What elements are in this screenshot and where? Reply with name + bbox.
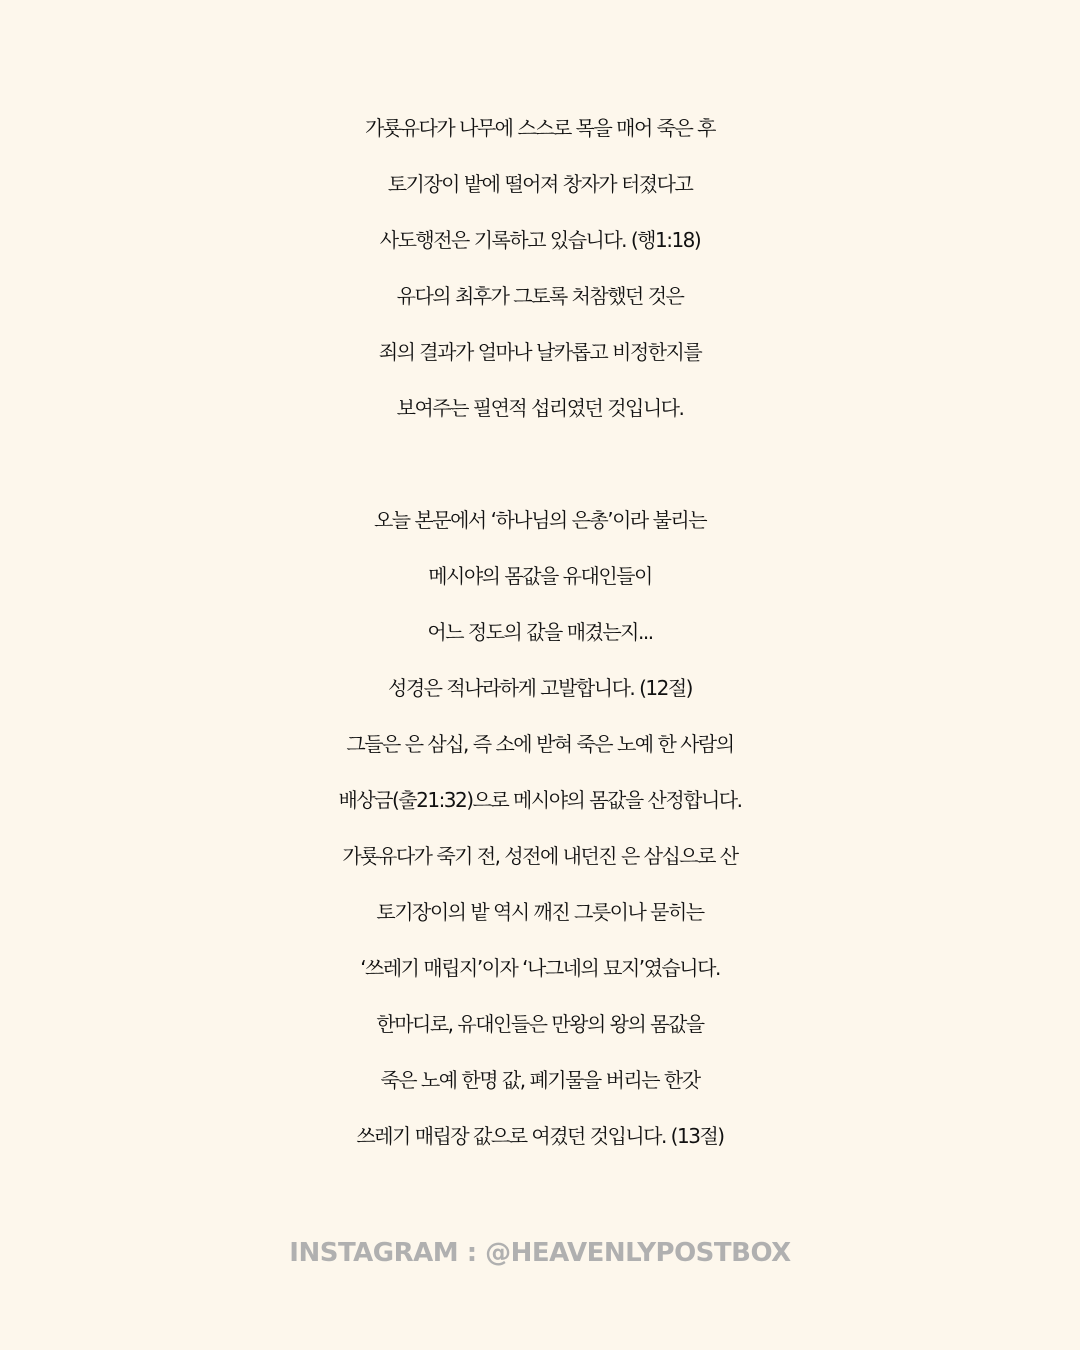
text-line: 성경은 적나라하게 고발합니다. (12절) bbox=[388, 676, 692, 700]
text-line: 오늘 본문에서 ‘하나님의 은총’이라 불리는 bbox=[373, 508, 707, 532]
text-line: 사도행전은 기록하고 있습니다. (행1:18) bbox=[379, 228, 701, 252]
text-line: 토기장이 밭에 떨어져 창자가 터졌다고 bbox=[387, 172, 693, 196]
instagram-handle: INSTAGRAM : @HEAVENLYPOSTBOX bbox=[289, 1238, 791, 1268]
paragraph-1 bbox=[0, 100, 1080, 436]
text-line: 유다의 최후가 그토록 처참했던 것은 bbox=[396, 284, 684, 308]
text-line: 죽은 노예 한명 값, 폐기물을 버리는 한갓 bbox=[380, 1068, 700, 1092]
text-line: 가룟유다가 죽기 전, 성전에 내던진 은 삼십으로 산 bbox=[342, 844, 738, 868]
text-line: 배상금(출21:32)으로 메시야의 몸값을 산정합니다. bbox=[338, 788, 742, 812]
text-line: 죄의 결과가 얼마나 날카롭고 비정한지를 bbox=[378, 340, 702, 364]
text-line: 한마디로, 유대인들은 만왕의 왕의 몸값을 bbox=[376, 1012, 704, 1036]
text-line: 토기장이의 밭 역시 깨진 그릇이나 묻히는 bbox=[376, 900, 704, 924]
text-line: 보여주는 필연적 섭리였던 것입니다. bbox=[396, 396, 684, 420]
text-line: 그들은 은 삼십, 즉 소에 받혀 죽은 노예 한 사람의 bbox=[346, 732, 734, 756]
text-line: 메시야의 몸값을 유대인들이 bbox=[428, 564, 652, 588]
text-line: 가룟유다가 나무에 스스로 목을 매어 죽은 후 bbox=[365, 116, 715, 140]
text-line: ‘쓰레기 매립지’이자 ‘나그네의 묘지’였습니다. bbox=[360, 956, 720, 980]
text-line: 쓰레기 매립장 값으로 여겼던 것입니다. (13절) bbox=[356, 1124, 724, 1148]
paragraph-2 bbox=[0, 492, 1080, 1164]
text-line: 어느 정도의 값을 매겼는지... bbox=[427, 620, 653, 644]
